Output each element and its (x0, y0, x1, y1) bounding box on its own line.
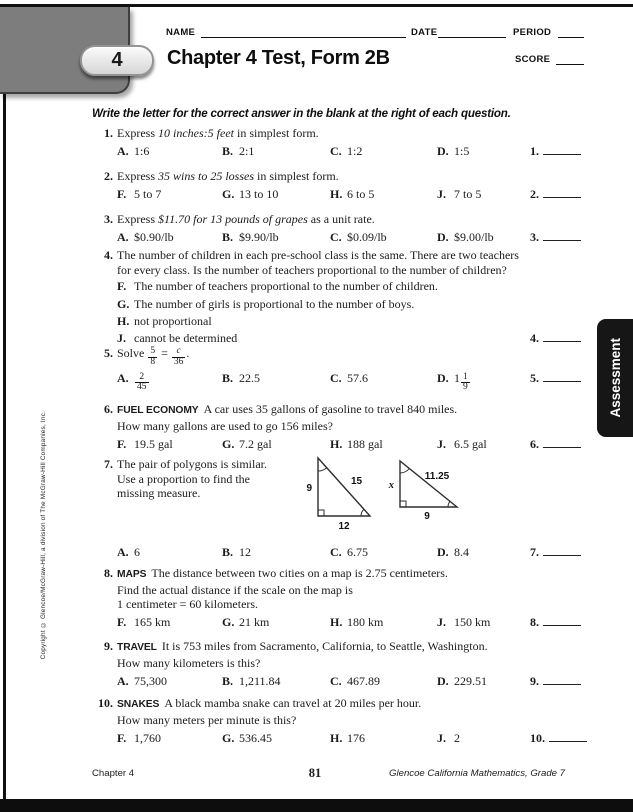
option-C: C. 467.89 (330, 673, 380, 688)
option-A: A. 6 (117, 544, 140, 559)
answer-number: 3. (530, 230, 539, 245)
option-letter: H. (330, 436, 343, 451)
fraction-numerator: c (172, 347, 186, 358)
option-letter: J. (437, 436, 446, 451)
option-H: H. 176 (330, 730, 365, 745)
angle-arc-large-right (361, 509, 364, 516)
option-letter: F. (117, 279, 127, 294)
fraction-numerator: 1 (463, 371, 468, 382)
label-hyp-small: 11.25 (424, 471, 450, 482)
right-angle-marker-large (318, 510, 324, 516)
option-J: J. 150 km (437, 615, 491, 630)
text-segment: Express (117, 212, 158, 226)
answer-blank-line (543, 238, 581, 241)
question-10 (97, 696, 585, 751)
text-segment: 1 (454, 371, 460, 386)
question-number: 3. (104, 212, 113, 226)
answer-blank-line (549, 739, 587, 742)
option-letter: G. (222, 730, 235, 745)
question-number: 9. (104, 639, 113, 653)
option-letter: C. (330, 673, 342, 688)
answer-blank-line (543, 339, 581, 342)
option-letter: A. (117, 230, 129, 245)
option-letter: H. (330, 187, 343, 202)
option-J: J. cannot be determined 4. (117, 330, 585, 347)
option-letter: F. (117, 187, 127, 202)
question-6 (97, 402, 585, 457)
answer-number: 6. (530, 436, 539, 451)
option-letter: A. (117, 144, 129, 159)
question-2 (97, 169, 585, 207)
answer-blank-1 (530, 144, 581, 159)
option-letter: A. (117, 673, 129, 688)
question-3 (97, 212, 585, 250)
fraction-numerator: 2 (135, 373, 149, 384)
instruction-text: Write the letter for the correct answer in the blank at the right of each question. (92, 107, 511, 120)
question-text (117, 583, 585, 598)
question-number: 5. (104, 346, 113, 360)
option-J: J. 6.5 gal (437, 436, 487, 451)
text-segment: for every class. Is the number of teachers proportional to the number of children? (117, 262, 507, 277)
label-side-large: 9 (306, 483, 312, 494)
chapter-number-badge: 4 (80, 45, 154, 76)
option-letter: F. (117, 436, 127, 451)
option-letter: G. (222, 436, 235, 451)
question-text (117, 126, 585, 141)
angle-arc-small-top (400, 469, 409, 474)
answer-blank-5 (530, 371, 581, 386)
question-text (117, 713, 585, 728)
question-4 (97, 248, 585, 348)
option-B: B. $9.90/lb (222, 230, 279, 245)
question-text (117, 248, 585, 263)
date-label: DATE (411, 27, 438, 38)
option-D (437, 371, 471, 393)
text-segment: The distance between two cities on a map is 2.75 centimeters. (151, 566, 448, 580)
fraction (461, 373, 470, 394)
name-blank-line (201, 37, 406, 38)
option-C: C. 6.75 (330, 544, 368, 559)
assessment-tab-label: Assessment (607, 338, 623, 418)
question-text (117, 639, 585, 656)
text-segment: The pair of polygons is similar. (117, 457, 267, 471)
answer-blank-line (543, 195, 581, 198)
answer-blank-line (543, 553, 581, 556)
score-label: SCORE (515, 54, 551, 65)
answer-number: 1. (530, 144, 539, 159)
option-letter: J. (437, 187, 446, 202)
text-segment: Find the actual distance if the scale on the map is (117, 582, 353, 597)
name-label: NAME (166, 27, 196, 38)
option-G: G. 13 to 10 (222, 187, 279, 202)
option-letter: H. (117, 314, 130, 328)
fraction-denominator: 8 (150, 357, 156, 367)
page-border-bottom (0, 799, 633, 812)
option-B: B. 2:1 (222, 144, 255, 159)
fraction-numerator: 5 (150, 346, 156, 357)
option-letter: D. (437, 673, 449, 688)
text-segment: missing measure. (117, 486, 201, 501)
option-letter: J. (437, 730, 446, 745)
page-title: Chapter 4 Test, Form 2B (167, 47, 390, 69)
option-G: G. 7.2 gal (222, 436, 272, 451)
answer-blank-line (543, 682, 581, 685)
option-F: F. 19.5 gal (117, 436, 173, 451)
answer-blank-7 (530, 545, 581, 560)
question-text (117, 597, 585, 612)
option-D: D. 8.4 (437, 544, 469, 559)
option-letter: D. (437, 544, 449, 559)
answer-blank-3 (530, 230, 581, 245)
option-A: A. $0.90/lb (117, 230, 174, 245)
option-letter: F. (117, 730, 127, 745)
question-number: 7. (104, 457, 113, 471)
text-segment: A black mamba snake can travel at 20 miles per hour. (164, 696, 422, 710)
option-letter: C. (330, 144, 342, 159)
answer-blank-10 (530, 731, 587, 746)
angle-arc-small-right (448, 501, 450, 507)
option-A (117, 371, 150, 393)
angle-arc-large-top (318, 468, 327, 471)
answer-blank-line (543, 623, 581, 626)
text-segment: A car uses 35 gallons of gasoline to travel 840 miles. (203, 402, 458, 416)
answer-blank-2 (530, 187, 581, 202)
option-letter: A. (117, 544, 129, 559)
score-blank-line (556, 64, 584, 65)
assessment-side-tab (597, 319, 633, 437)
fraction-denominator: 36 (173, 357, 184, 367)
copyright-sidebar (36, 402, 50, 668)
option-letter: J. (437, 615, 446, 630)
option-F: F. 5 to 7 (117, 187, 162, 202)
option-C: C. $0.09/lb (330, 230, 387, 245)
option-J: J. 2 (437, 730, 460, 745)
answer-blank-6 (530, 437, 581, 452)
answer-number: 4. (530, 331, 539, 346)
option-letter: B. (222, 673, 234, 688)
question-number: 2. (104, 169, 113, 183)
option-letter: C. (330, 544, 342, 559)
page-border-left (3, 4, 6, 800)
options-row (117, 731, 585, 751)
period-blank-line (558, 37, 584, 38)
option-letter: D. (437, 371, 449, 386)
options-row (117, 545, 585, 565)
triangle-figure (296, 452, 496, 532)
option-G: G. 536.45 (222, 730, 272, 745)
question-text (117, 656, 585, 671)
answer-number: 9. (530, 673, 539, 688)
option-letter: B. (222, 544, 234, 559)
label-side-small: x (388, 480, 394, 491)
option-letter: F. (117, 615, 127, 630)
option-A: A. 1:6 (117, 144, 150, 159)
label-base-large: 12 (338, 521, 350, 532)
footer-page-number: 81 (308, 766, 322, 780)
text-segment: Express (117, 126, 158, 140)
text-segment: 10 inches:5 feet (158, 126, 234, 140)
question-text (117, 402, 585, 419)
option-H: H. 6 to 5 (330, 187, 375, 202)
text-segment: The number of children in each pre-school class is the same. There are two teachers (117, 248, 519, 262)
fraction (135, 373, 149, 394)
label-base-small: 9 (424, 511, 430, 522)
answer-number: 5. (530, 371, 539, 386)
answer-blank-8 (530, 615, 581, 630)
text-segment: = (158, 346, 171, 360)
text-segment: How many gallons are used to go 156 miles? (117, 418, 333, 433)
option-B: B. 12 (222, 544, 251, 559)
topic-lead: MAPS (117, 569, 147, 580)
option-letter: A. (117, 371, 129, 386)
question-text (117, 566, 585, 583)
question-text (117, 263, 585, 278)
option-D: D. 1:5 (437, 144, 470, 159)
text-segment: in simplest form. (233, 126, 319, 140)
text-segment: How many meters per minute is this? (117, 712, 297, 727)
label-hyp-large: 15 (351, 476, 363, 487)
footer-book-title: Glencoe California Mathematics, Grade 7 (389, 768, 565, 779)
question-text (117, 419, 585, 434)
option-letter: C. (330, 371, 342, 386)
question-1 (97, 126, 585, 164)
option-letter: G. (117, 296, 130, 311)
answer-blank-line (543, 445, 581, 448)
question-9 (97, 639, 585, 694)
text-segment: . (186, 346, 190, 360)
topic-lead: TRAVEL (117, 642, 157, 653)
option-B: B. 1,211.84 (222, 673, 281, 688)
fraction (148, 347, 157, 368)
question-number: 8. (104, 566, 113, 580)
option-F: F. The number of teachers proportional to the number of children. (117, 278, 585, 295)
option-C: C. 1:2 (330, 144, 363, 159)
question-text (117, 169, 585, 184)
fraction (172, 347, 186, 368)
question-number: 4. (104, 248, 113, 262)
question-text (117, 212, 585, 227)
text-segment: as a unit rate. (307, 212, 375, 226)
text-segment: Express (117, 169, 158, 183)
option-D: D. 229.51 (437, 673, 487, 688)
text-segment: It is 753 miles from Sacramento, California, to Seattle, Washington. (161, 639, 488, 653)
option-letter: B. (222, 230, 234, 245)
options-row (117, 371, 585, 391)
option-letter: B. (222, 144, 234, 159)
text-segment: 35 wins to 25 losses (158, 169, 255, 183)
option-letter: G. (222, 187, 235, 202)
answer-number: 10. (530, 730, 545, 745)
option-C: C. 57.6 (330, 371, 368, 386)
options-row (117, 615, 585, 635)
option-letter: C. (330, 230, 342, 245)
options-row (117, 187, 585, 207)
period-label: PERIOD (513, 27, 552, 38)
answer-number: 7. (530, 544, 539, 559)
question-text (117, 696, 585, 713)
question-8 (97, 566, 585, 635)
option-letter: J. (117, 331, 126, 346)
text-segment: 1 centimeter = 60 kilometers. (117, 597, 259, 612)
option-letter: D. (437, 144, 449, 159)
triangle-small (400, 461, 457, 507)
text-segment: $11.70 for 13 pounds of grapes (158, 212, 308, 226)
option-letter: H. (330, 615, 343, 630)
options-row (117, 674, 585, 694)
text-segment: Solve (117, 346, 148, 360)
question-text (117, 346, 585, 368)
answer-blank-line (543, 152, 581, 155)
answer-blank-9 (530, 674, 581, 689)
question-number: 10. (98, 696, 113, 710)
option-H: H. 188 gal (330, 436, 383, 451)
option-H: H. 180 km (330, 615, 384, 630)
question-number: 6. (104, 402, 113, 416)
option-H: H. not proportional (117, 313, 585, 330)
question-5 (97, 346, 585, 391)
option-letter: B. (222, 371, 234, 386)
option-letter: D. (437, 230, 449, 245)
option-B: B. 22.5 (222, 371, 260, 386)
triangle-large (318, 458, 370, 516)
answer-number: 2. (530, 187, 539, 202)
text-segment: How many kilometers is this? (117, 655, 261, 670)
options-row (117, 144, 585, 164)
fraction-denominator: 45 (137, 382, 147, 393)
option-J: J. 7 to 5 (437, 187, 482, 202)
question-number: 1. (104, 126, 113, 140)
option-letter: H. (330, 730, 343, 745)
footer-chapter: Chapter 4 (92, 768, 135, 779)
answer-number: 8. (530, 615, 539, 630)
fraction-denominator: 9 (463, 382, 468, 393)
text-segment: in simplest form. (254, 169, 339, 183)
topic-lead: SNAKES (117, 699, 160, 710)
option-letter: G. (222, 615, 235, 630)
date-blank-line (438, 37, 506, 38)
topic-lead: FUEL ECONOMY (117, 405, 199, 416)
option-G: G. The number of girls is proportional to the number of boys. (117, 296, 585, 313)
option-F: F. 1,760 (117, 730, 161, 745)
answer-blank-line (543, 379, 581, 382)
right-angle-marker-small (400, 501, 406, 507)
option-A: A. 75,300 (117, 673, 167, 688)
option-G: G. 21 km (222, 615, 270, 630)
copyright-text: Copyright © Glencoe/McGraw-Hill, a division of The McGraw-Hill Companies, Inc. (39, 410, 47, 660)
option-D: D. $9.00/lb (437, 230, 494, 245)
text-segment: Use a proportion to find the (117, 471, 250, 486)
option-F: F. 165 km (117, 615, 171, 630)
